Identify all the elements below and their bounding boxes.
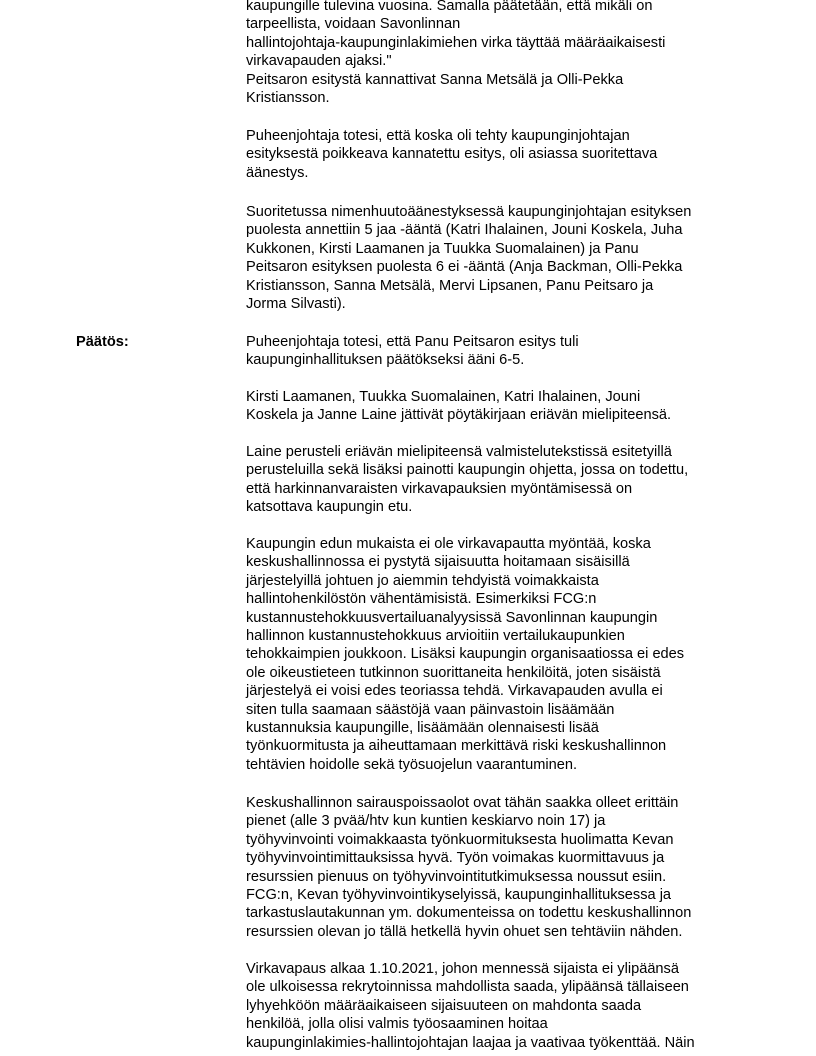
laine-reasoning-text: Laine perusteli eriävän mielipiteensä valmistelutekstissä esitetyillä perusteluilla sekä lisäksi painotti kaupungin ohjetta, jossa on todettu, että harkinnanvaraisten virkavapauksien myöntämisessä on katsottava kaupungin etu. [246, 444, 689, 516]
continuation-paragraph [246, 0, 746, 107]
decision-text: Puheenjohtaja totesi, että Panu Peitsaron esitys tuli kaupunginhallituksen päätökseksi ääni 6-5. [246, 334, 579, 369]
continuation-text: kaupungille tulevina vuosina. Samalla päätetään, että mikäli on tarpeellista, voidaan Savonlinnan hallintojohtaja-kaupunginlakimiehen virka täyttää määräaikaisesti virkavapauden ajaksi." Peitsaron esitystä kannattivat Sanna Metsälä ja Olli-Pekka Kristiansson. [246, 0, 666, 107]
decision-label: Päätös: [76, 334, 129, 350]
sick-leave-text: Keskushallinnon sairauspoissaolot ovat tähän saakka olleet erittäin pienet (alle 3 pvää/htv kun kuntien keskiarvo noin 17) ja työhyvinvointi voimakkaasta työnkuormituksesta huolimatta Kevan työhyvinvointimittauksissa hyvä. Työn voimakas kuormittavuus ja resurssien pienuus on työhyvinvointitutkimuksessa noussut esiin. FCG:n, Kevan työhyvinvointikyselyissä, kaupunginhallituksessa ja tarkastuslautakunnan ym. dokumenteissa on todettu keskushallinnon resurssien olevan jo tällä hetkellä hyvin ohuet sen tehtäviin nähden. [246, 795, 692, 940]
decision-paragraph [246, 333, 746, 370]
chair-statement-paragraph [246, 127, 746, 182]
leave-start-text: Virkavapaus alkaa 1.10.2021, johon mennessä sijaista ei ylipäänsä ole ulkoisessa rekrytoinnissa mahdollista saada, ylipäänsä tällaiseen lyhyehköön määräaikaiseen sijaisuuteen on mahdonta saada henkilöä, jolla olisi valmis työosaaminen hoitaa kaupunginlakimies-hallintojohtajan laajaa ja vaativaa työkenttää. Näin [246, 961, 695, 1051]
city-interest-text: Kaupungin edun mukaista ei ole virkavapautta myöntää, koska keskushallinnossa ei pystytä sijaisuutta hoitamaan sisäisillä järjestelyillä johtuen jo aiemmin tehdyistä voimakkaista hallintohenkilöstön vähentämisistä. Esimerkiksi FCG:n kustannustehokkuusvertailuanalyysissä Savonlinnan kaupungin hallinnon kustannustehokkuus arvioitiin vertailukaupunkien tehokkaimpien joukkoon. Lisäksi kaupungin organisaatiossa ei edes ole oikeustieteen tutkinnon suorittaneita henkilöitä, joten sisäistä järjestelyä ei voisi edes teoriassa tehdä. Virkavapauden avulla ei siten tulla saamaan säästöjä vaan päinvastoin lisäämään kustannuksia kaupungille, lisäämään olennaisesti lisää työnkuormitusta ja aiheuttamaan merkittävä riski keskushallinnon tehtävien hoidolle sekä työsuojelun vaarantuminen. [246, 536, 685, 773]
sick-leave-paragraph [246, 794, 746, 941]
leave-start-paragraph [246, 960, 746, 1052]
dissent-text: Kirsti Laamanen, Tuukka Suomalainen, Katri Ihalainen, Jouni Koskela ja Janne Laine jättivät pöytäkirjaan eriävän mielipiteensä. [246, 389, 672, 424]
city-interest-paragraph [246, 535, 746, 774]
laine-reasoning-paragraph [246, 443, 746, 517]
chair-statement-text: Puheenjohtaja totesi, että koska oli tehty kaupunginjohtajan esityksestä poikkeava kannatettu esitys, oli asiassa suoritettava äänestys. [246, 128, 658, 181]
vote-result-paragraph [246, 203, 746, 313]
dissent-paragraph [246, 388, 746, 425]
vote-result-text: Suoritetussa nimenhuutoäänestyksessä kaupunginjohtajan esityksen puolesta annettiin 5 jaa -ääntä (Katri Ihalainen, Jouni Koskela, Juha Kukkonen, Kirsti Laamanen ja Tuukka Suomalainen) ja Panu Peitsaron esityksen puolesta 6 ei -ääntä (Anja Backman, Olli-Pekka Kristiansson, Sanna Metsälä, Mervi Lipsanen, Panu Peitsaro ja Jorma Silvasti). [246, 204, 692, 313]
